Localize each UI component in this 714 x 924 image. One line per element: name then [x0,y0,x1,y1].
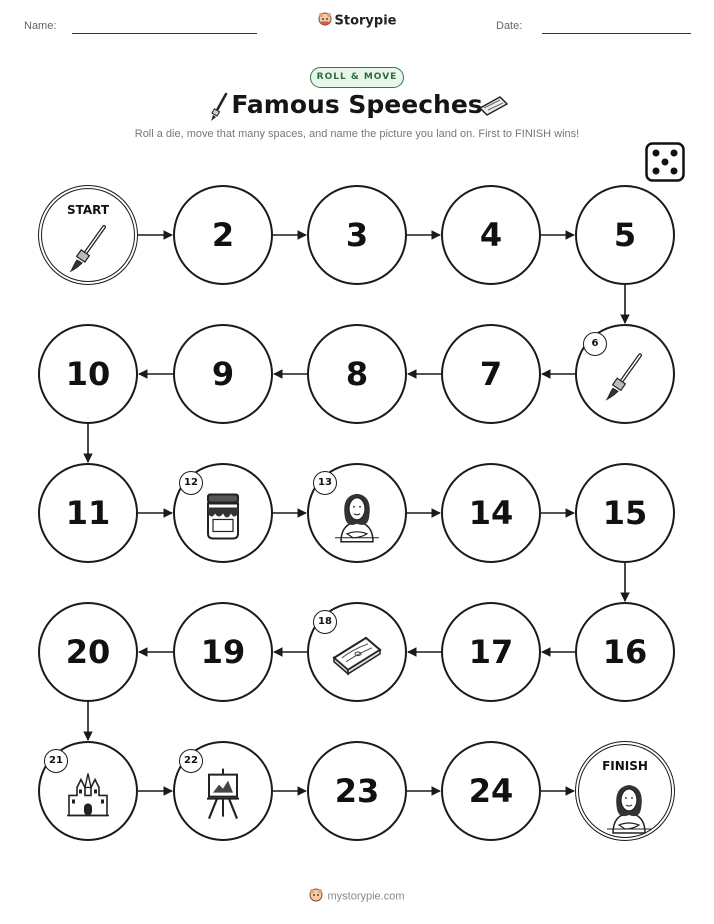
easel-icon [201,767,245,825]
space-number: 16 [602,633,648,671]
brand-name: Storypie [334,13,397,29]
board-space-11[interactable] [38,463,138,563]
board-space-15[interactable] [575,463,675,563]
footer [0,888,714,905]
space-number-badge: 22 [179,749,203,773]
instructions: Roll a die, move that many spaces, and name the picture you land on. First to FINISH wins! [134,128,580,140]
castle-icon [63,767,113,823]
board-space-10[interactable] [38,324,138,424]
board-space-6[interactable] [575,324,675,424]
space-number: 8 [345,355,369,393]
space-number-badge: 21 [44,749,68,773]
space-number: 19 [200,633,246,671]
board-space-19[interactable] [173,602,273,702]
paintbrush-icon [66,223,112,277]
board-space-2[interactable] [173,185,273,285]
board-space-12[interactable] [173,463,273,563]
space-number-badge: 13 [313,471,337,495]
board-space-20[interactable] [38,602,138,702]
space-number: 3 [345,216,369,254]
space-number: 9 [211,355,235,393]
paint-jar-icon [199,489,247,545]
board-space-22[interactable] [173,741,273,841]
board-space-3[interactable] [307,185,407,285]
space-number: 15 [602,494,648,532]
space-number: 10 [65,355,111,393]
paintbrush-icon [602,351,648,405]
page-title: Famous Speeches [231,90,483,119]
space-number: 7 [479,355,503,393]
board-space-17[interactable] [441,602,541,702]
board-space-4[interactable] [441,185,541,285]
footer-url[interactable]: mystorypie.com [327,890,405,903]
space-number: 17 [468,633,514,671]
space-number: 14 [468,494,514,532]
mona-lisa-icon [331,488,383,548]
storypie-logo-icon [309,888,323,905]
space-number: 23 [334,772,380,810]
wood-plank-icon [328,632,386,680]
board-space-5[interactable] [575,185,675,285]
board-space-16[interactable] [575,602,675,702]
board-space-23[interactable] [307,741,407,841]
board-space-9[interactable] [173,324,273,424]
board-space-24[interactable] [441,741,541,841]
board-space-14[interactable] [441,463,541,563]
space-number: 2 [211,216,235,254]
space-number-badge: 12 [179,471,203,495]
roll-and-move-badge: ROLL & MOVE [310,67,404,88]
board-space-13[interactable] [307,463,407,563]
start-label: START [66,203,110,217]
space-number: 4 [479,216,503,254]
space-number: 24 [468,772,514,810]
start-space[interactable] [38,185,138,285]
date-label: Date: [496,20,523,32]
finish-space[interactable] [575,741,675,841]
board-space-21[interactable] [38,741,138,841]
name-label: Name: [24,20,57,32]
space-number: 11 [65,494,111,532]
board-space-18[interactable] [307,602,407,702]
space-number-badge: 18 [313,610,337,634]
board-space-7[interactable] [441,324,541,424]
board-space-8[interactable] [307,324,407,424]
finish-label: FINISH [602,759,648,773]
space-number: 20 [65,633,111,671]
mona-lisa-icon [603,779,655,839]
space-number: 5 [613,216,637,254]
space-number-badge: 6 [583,332,607,356]
